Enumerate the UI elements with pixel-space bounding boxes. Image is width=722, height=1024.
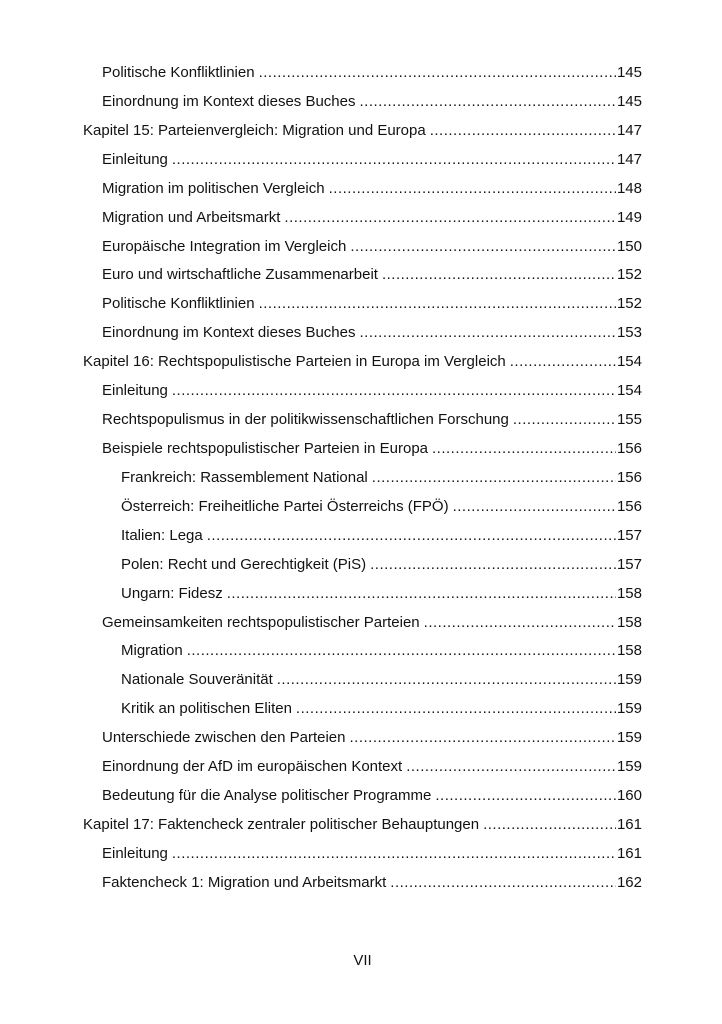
toc-leader-dots	[382, 261, 616, 290]
toc-entry-page: 147	[616, 121, 642, 139]
toc-entry-label: Italien: Lega	[121, 526, 203, 544]
toc-entry	[83, 869, 642, 898]
toc-entry	[83, 175, 642, 204]
toc-entry-page: 162	[616, 873, 642, 891]
toc-entry	[83, 724, 642, 753]
toc-entry-label: Politische Konfliktlinien	[102, 64, 255, 81]
toc-entry-page: 147	[616, 150, 642, 168]
toc-leader-dots	[172, 146, 616, 175]
toc-entry-page: 154	[616, 382, 642, 400]
toc-entry-label: Frankreich: Rassemblement National	[121, 468, 368, 486]
toc-entry	[83, 146, 642, 175]
toc-entry-page: 148	[616, 179, 642, 197]
toc-entry-label: Unterschiede zwischen den Parteien	[102, 729, 346, 747]
toc-leader-dots	[172, 840, 616, 869]
toc-entry	[83, 580, 642, 609]
toc-leader-dots	[284, 204, 616, 233]
toc-leader-dots	[350, 233, 616, 262]
toc-entry-page: 157	[616, 555, 642, 573]
toc-entry	[83, 377, 642, 406]
toc-entry-label: Kapitel 17: Faktencheck zentraler politischer Behauptungen	[83, 815, 480, 833]
toc-entry	[83, 753, 642, 782]
toc-leader-dots	[349, 724, 615, 753]
toc-entry	[83, 204, 642, 233]
toc-entry-page: 152	[616, 295, 642, 313]
toc-leader-dots	[430, 117, 616, 146]
toc-leader-dots	[390, 869, 616, 898]
toc-entry-label: Einordnung im Kontext dieses Buches	[102, 324, 356, 342]
toc-leader-dots	[406, 753, 616, 782]
toc-entry-label: Beispiele rechtspopulistischer Parteien in Europa	[102, 439, 429, 457]
toc-entry	[83, 348, 642, 377]
toc-entry-label: Einleitung	[102, 382, 168, 400]
toc-entry	[83, 88, 642, 117]
toc-entry-label: Bedeutung für die Analyse politischer Programme	[102, 787, 432, 805]
toc-entry-label: Europäische Integration im Vergleich	[102, 237, 347, 255]
toc-entry-page: 160	[616, 787, 642, 805]
toc-entry-page: 159	[616, 729, 642, 747]
toc-entry-label: Gemeinsamkeiten rechtspopulistischer Parteien	[102, 613, 420, 631]
toc-entry-label: Kapitel 16: Rechtspopulistische Parteien in Europa im Vergleich	[83, 353, 506, 371]
toc-entry-label: Migration	[121, 642, 183, 660]
toc-entry-page: 156	[616, 497, 642, 515]
toc-entry-label: Migration und Arbeitsmarkt	[102, 208, 281, 226]
toc-entry-label: Polen: Recht und Gerechtigkeit (PiS)	[121, 555, 367, 573]
toc-entry-page: 152	[616, 266, 642, 284]
toc-entry-page: 150	[616, 237, 642, 255]
toc-leader-dots	[207, 522, 616, 551]
toc-entry-page: 157	[616, 526, 642, 544]
toc-entry-page: 159	[616, 700, 642, 718]
toc-leader-dots	[483, 811, 616, 840]
toc-entry	[83, 493, 642, 522]
toc-entry-page: 156	[616, 439, 642, 457]
toc-entry-page: 156	[616, 468, 642, 486]
toc-entry	[83, 782, 642, 811]
toc-leader-dots	[329, 175, 616, 204]
toc-entry-label: Einordnung im Kontext dieses Buches	[102, 92, 356, 110]
toc-entry-page: 158	[616, 584, 642, 602]
toc-entry	[83, 551, 642, 580]
toc-entry-label: Euro und wirtschaftliche Zusammenarbeit	[102, 266, 378, 284]
toc-entry-page: 145	[616, 64, 642, 81]
toc-leader-dots	[259, 290, 616, 319]
toc-entry	[83, 695, 642, 724]
toc-entry-label: Ungarn: Fidesz	[121, 584, 223, 602]
toc-entry	[83, 840, 642, 869]
toc-entry-label: Nationale Souveränität	[121, 671, 273, 689]
toc-leader-dots	[510, 348, 616, 377]
toc-leader-dots	[513, 406, 616, 435]
toc-entry-label: Österreich: Freiheitliche Partei Österreichs (FPÖ)	[121, 497, 449, 515]
toc-entry-page: 145	[616, 92, 642, 110]
toc-entry	[83, 811, 642, 840]
toc-entry-label: Einleitung	[102, 150, 168, 168]
toc-entry-page: 154	[616, 353, 642, 371]
toc-entry	[83, 666, 642, 695]
toc-leader-dots	[435, 782, 616, 811]
toc-entry	[83, 233, 642, 262]
toc-entry-page: 158	[616, 642, 642, 660]
toc-leader-dots	[296, 695, 616, 724]
toc-entry-label: Einleitung	[102, 844, 168, 862]
toc-entry	[83, 59, 642, 88]
toc-leader-dots	[453, 493, 616, 522]
toc-entry-label: Kapitel 15: Parteienvergleich: Migration und Europa	[83, 121, 426, 139]
toc-leader-dots	[424, 609, 616, 638]
toc-entry	[83, 435, 642, 464]
toc-entry	[83, 319, 642, 348]
toc-leader-dots	[372, 464, 616, 493]
toc-leader-dots	[227, 580, 616, 609]
toc-leader-dots	[277, 666, 616, 695]
toc-entry-label: Kritik an politischen Eliten	[121, 700, 292, 718]
table-of-contents	[83, 59, 642, 898]
toc-entry-label: Rechtspopulismus in der politikwissenschaftlichen Forschung	[102, 411, 509, 429]
toc-entry-page: 161	[616, 844, 642, 862]
toc-leader-dots	[359, 319, 615, 348]
toc-entry	[83, 117, 642, 146]
toc-entry	[83, 637, 642, 666]
toc-entry-label: Migration im politischen Vergleich	[102, 179, 325, 197]
toc-entry	[83, 261, 642, 290]
toc-entry	[83, 464, 642, 493]
toc-entry-label: Faktencheck 1: Migration und Arbeitsmarkt	[102, 873, 387, 891]
toc-entry	[83, 406, 642, 435]
toc-entry-label: Einordnung der AfD im europäischen Kontext	[102, 758, 403, 776]
toc-entry-page: 155	[616, 411, 642, 429]
toc-entry-page: 159	[616, 671, 642, 689]
toc-entry	[83, 609, 642, 638]
toc-leader-dots	[187, 637, 616, 666]
toc-leader-dots	[172, 377, 616, 406]
toc-leader-dots	[432, 435, 616, 464]
page-number-footer: VII	[353, 952, 372, 969]
toc-entry-page: 161	[616, 815, 642, 833]
toc-entry-page: 149	[616, 208, 642, 226]
toc-entry-page: 159	[616, 758, 642, 776]
toc-entry-label: Politische Konfliktlinien	[102, 295, 255, 313]
toc-leader-dots	[259, 59, 616, 88]
toc-leader-dots	[370, 551, 616, 580]
toc-entry	[83, 522, 642, 551]
toc-entry	[83, 290, 642, 319]
toc-leader-dots	[359, 88, 615, 117]
toc-entry-page: 153	[616, 324, 642, 342]
toc-entry-page: 158	[616, 613, 642, 631]
